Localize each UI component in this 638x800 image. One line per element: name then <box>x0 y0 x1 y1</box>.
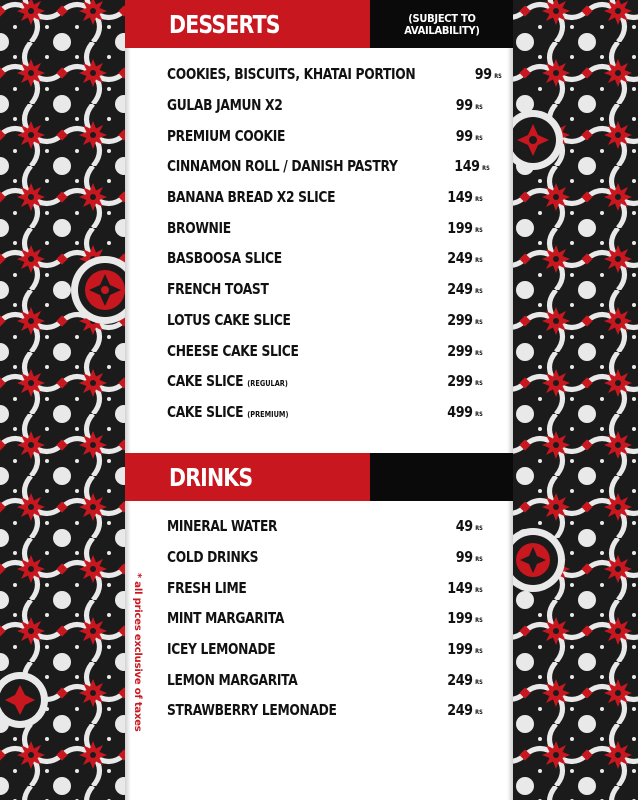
drinks-header-black-band <box>370 453 513 501</box>
dessert-item <box>167 59 502 90</box>
item-price: 149 <box>454 157 480 176</box>
item-currency: RS <box>475 134 483 142</box>
item-name-text: CINNAMON ROLL / DANISH PASTRY <box>167 157 398 176</box>
item-price-group <box>447 219 483 237</box>
item-currency: RS <box>475 678 483 686</box>
availability-note <box>370 0 513 48</box>
item-name <box>167 609 284 627</box>
dessert-item <box>167 397 483 428</box>
drinks-title: DRINKS <box>169 462 253 492</box>
item-name-text: MINERAL WATER <box>167 517 278 536</box>
item-name-text: LOTUS CAKE SLICE <box>167 310 291 329</box>
item-price: 99 <box>455 548 473 567</box>
desserts-title: DESSERTS <box>169 9 280 39</box>
item-variant: (REGULAR) <box>247 379 288 389</box>
item-price-group <box>447 609 483 627</box>
right-decorative-pattern <box>513 0 638 800</box>
item-name-text: GULAB JAMUN X2 <box>167 96 283 115</box>
item-name <box>167 701 337 719</box>
item-currency: RS <box>475 318 483 326</box>
dessert-item <box>167 305 483 336</box>
item-name <box>167 219 231 237</box>
item-price-group <box>456 517 483 535</box>
item-price: 199 <box>447 609 473 628</box>
item-name-text: COLD DRINKS <box>167 548 259 567</box>
drink-item <box>167 572 483 603</box>
dessert-item <box>167 90 483 121</box>
item-name <box>167 249 282 267</box>
item-price-group <box>456 96 483 114</box>
item-price-group <box>447 671 483 689</box>
item-name <box>167 671 297 689</box>
ajrak-star-pattern-icon <box>0 0 125 800</box>
item-name <box>167 280 269 298</box>
item-currency: RS <box>475 617 483 625</box>
item-name <box>167 372 288 390</box>
tax-note: * all prices exclusive of taxes <box>132 573 143 732</box>
drink-item <box>167 511 483 542</box>
dessert-item <box>167 151 490 182</box>
item-price: 499 <box>447 402 473 421</box>
item-currency: RS <box>475 257 483 265</box>
item-name-text: BANANA BREAD X2 SLICE <box>167 188 336 207</box>
availability-note-line1: (SUBJECT TO <box>407 12 476 25</box>
item-variant: (PREMIUM) <box>247 409 289 419</box>
drinks-list <box>167 511 483 726</box>
item-name-text: FRENCH TOAST <box>167 280 269 299</box>
item-currency: RS <box>475 586 483 594</box>
item-price: 249 <box>447 249 473 268</box>
desserts-header <box>125 0 513 48</box>
item-price: 249 <box>447 280 473 299</box>
dessert-item <box>167 335 483 366</box>
desserts-list <box>167 59 502 427</box>
item-price: 99 <box>455 126 473 145</box>
item-currency: RS <box>475 226 483 234</box>
item-name-text: FRESH LIME <box>167 578 247 597</box>
item-price-group <box>456 548 483 566</box>
dessert-item <box>167 274 483 305</box>
item-currency: RS <box>482 165 490 173</box>
item-price: 149 <box>447 188 473 207</box>
item-currency: RS <box>475 196 483 204</box>
item-price-group <box>447 311 483 329</box>
item-price: 199 <box>447 218 473 237</box>
item-name <box>167 96 282 114</box>
dessert-item <box>167 120 483 151</box>
item-price-group <box>447 403 483 421</box>
drink-item <box>167 542 483 573</box>
item-price: 299 <box>447 372 473 391</box>
item-name <box>167 342 299 360</box>
item-price: 99 <box>455 96 473 115</box>
item-name-text: CHEESE CAKE SLICE <box>167 341 299 360</box>
item-price-group <box>447 188 483 206</box>
item-name-text: CAKE SLICE <box>167 372 244 391</box>
item-price: 99 <box>474 65 492 84</box>
drink-item <box>167 603 483 634</box>
item-name-text: ICEY LEMONADE <box>167 640 276 659</box>
item-name-text: MINT MARGARITA <box>167 609 285 628</box>
item-currency: RS <box>475 648 483 656</box>
item-name <box>167 403 288 421</box>
availability-note-line2: AVAILABILITY) <box>403 24 480 37</box>
item-name-text: PREMIUM COOKIE <box>167 126 286 145</box>
item-price: 249 <box>447 670 473 689</box>
item-price: 299 <box>447 310 473 329</box>
item-price-group <box>447 640 483 658</box>
drink-item <box>167 664 483 695</box>
item-price: 49 <box>455 517 473 536</box>
item-price: 299 <box>447 341 473 360</box>
item-price-group <box>447 701 483 719</box>
dessert-item <box>167 182 483 213</box>
item-currency: RS <box>475 410 483 418</box>
drinks-header-red-band <box>125 453 370 501</box>
item-price-group <box>447 342 483 360</box>
item-currency: RS <box>475 380 483 388</box>
item-price-group <box>447 249 483 267</box>
item-name <box>167 517 277 535</box>
item-price-group <box>447 579 483 597</box>
drink-item <box>167 695 483 726</box>
item-name <box>167 65 415 83</box>
item-currency: RS <box>475 288 483 296</box>
item-price-group <box>447 372 483 390</box>
item-price-group <box>447 280 483 298</box>
item-name-text: BROWNIE <box>167 218 231 237</box>
desserts-header-red-band <box>125 0 370 48</box>
item-name <box>167 640 275 658</box>
item-currency: RS <box>475 556 483 564</box>
item-currency: RS <box>475 709 483 717</box>
dessert-item <box>167 243 483 274</box>
drinks-header <box>125 453 513 501</box>
item-name-text: LEMON MARGARITA <box>167 670 298 689</box>
item-price: 149 <box>447 578 473 597</box>
item-price: 199 <box>447 640 473 659</box>
item-name-text: BASBOOSA SLICE <box>167 249 282 268</box>
item-name <box>167 311 291 329</box>
item-currency: RS <box>475 104 483 112</box>
item-price-group <box>456 127 483 145</box>
item-currency: RS <box>475 349 483 357</box>
item-name <box>167 579 246 597</box>
item-name <box>167 157 398 175</box>
item-name <box>167 188 335 206</box>
item-currency: RS <box>494 73 502 81</box>
ajrak-star-pattern-icon <box>513 0 638 800</box>
item-name-text: STRAWBERRY LEMONADE <box>167 701 337 720</box>
drink-item <box>167 634 483 665</box>
dessert-item <box>167 212 483 243</box>
item-price-group <box>475 65 502 83</box>
item-name-text: CAKE SLICE <box>167 402 244 421</box>
item-name-text: COOKIES, BISCUITS, KHATAI PORTION <box>167 65 416 84</box>
item-price: 249 <box>447 701 473 720</box>
dessert-item <box>167 366 483 397</box>
left-decorative-pattern <box>0 0 125 800</box>
item-currency: RS <box>475 525 483 533</box>
item-name <box>167 127 285 145</box>
item-price-group <box>454 157 490 175</box>
item-name <box>167 548 258 566</box>
